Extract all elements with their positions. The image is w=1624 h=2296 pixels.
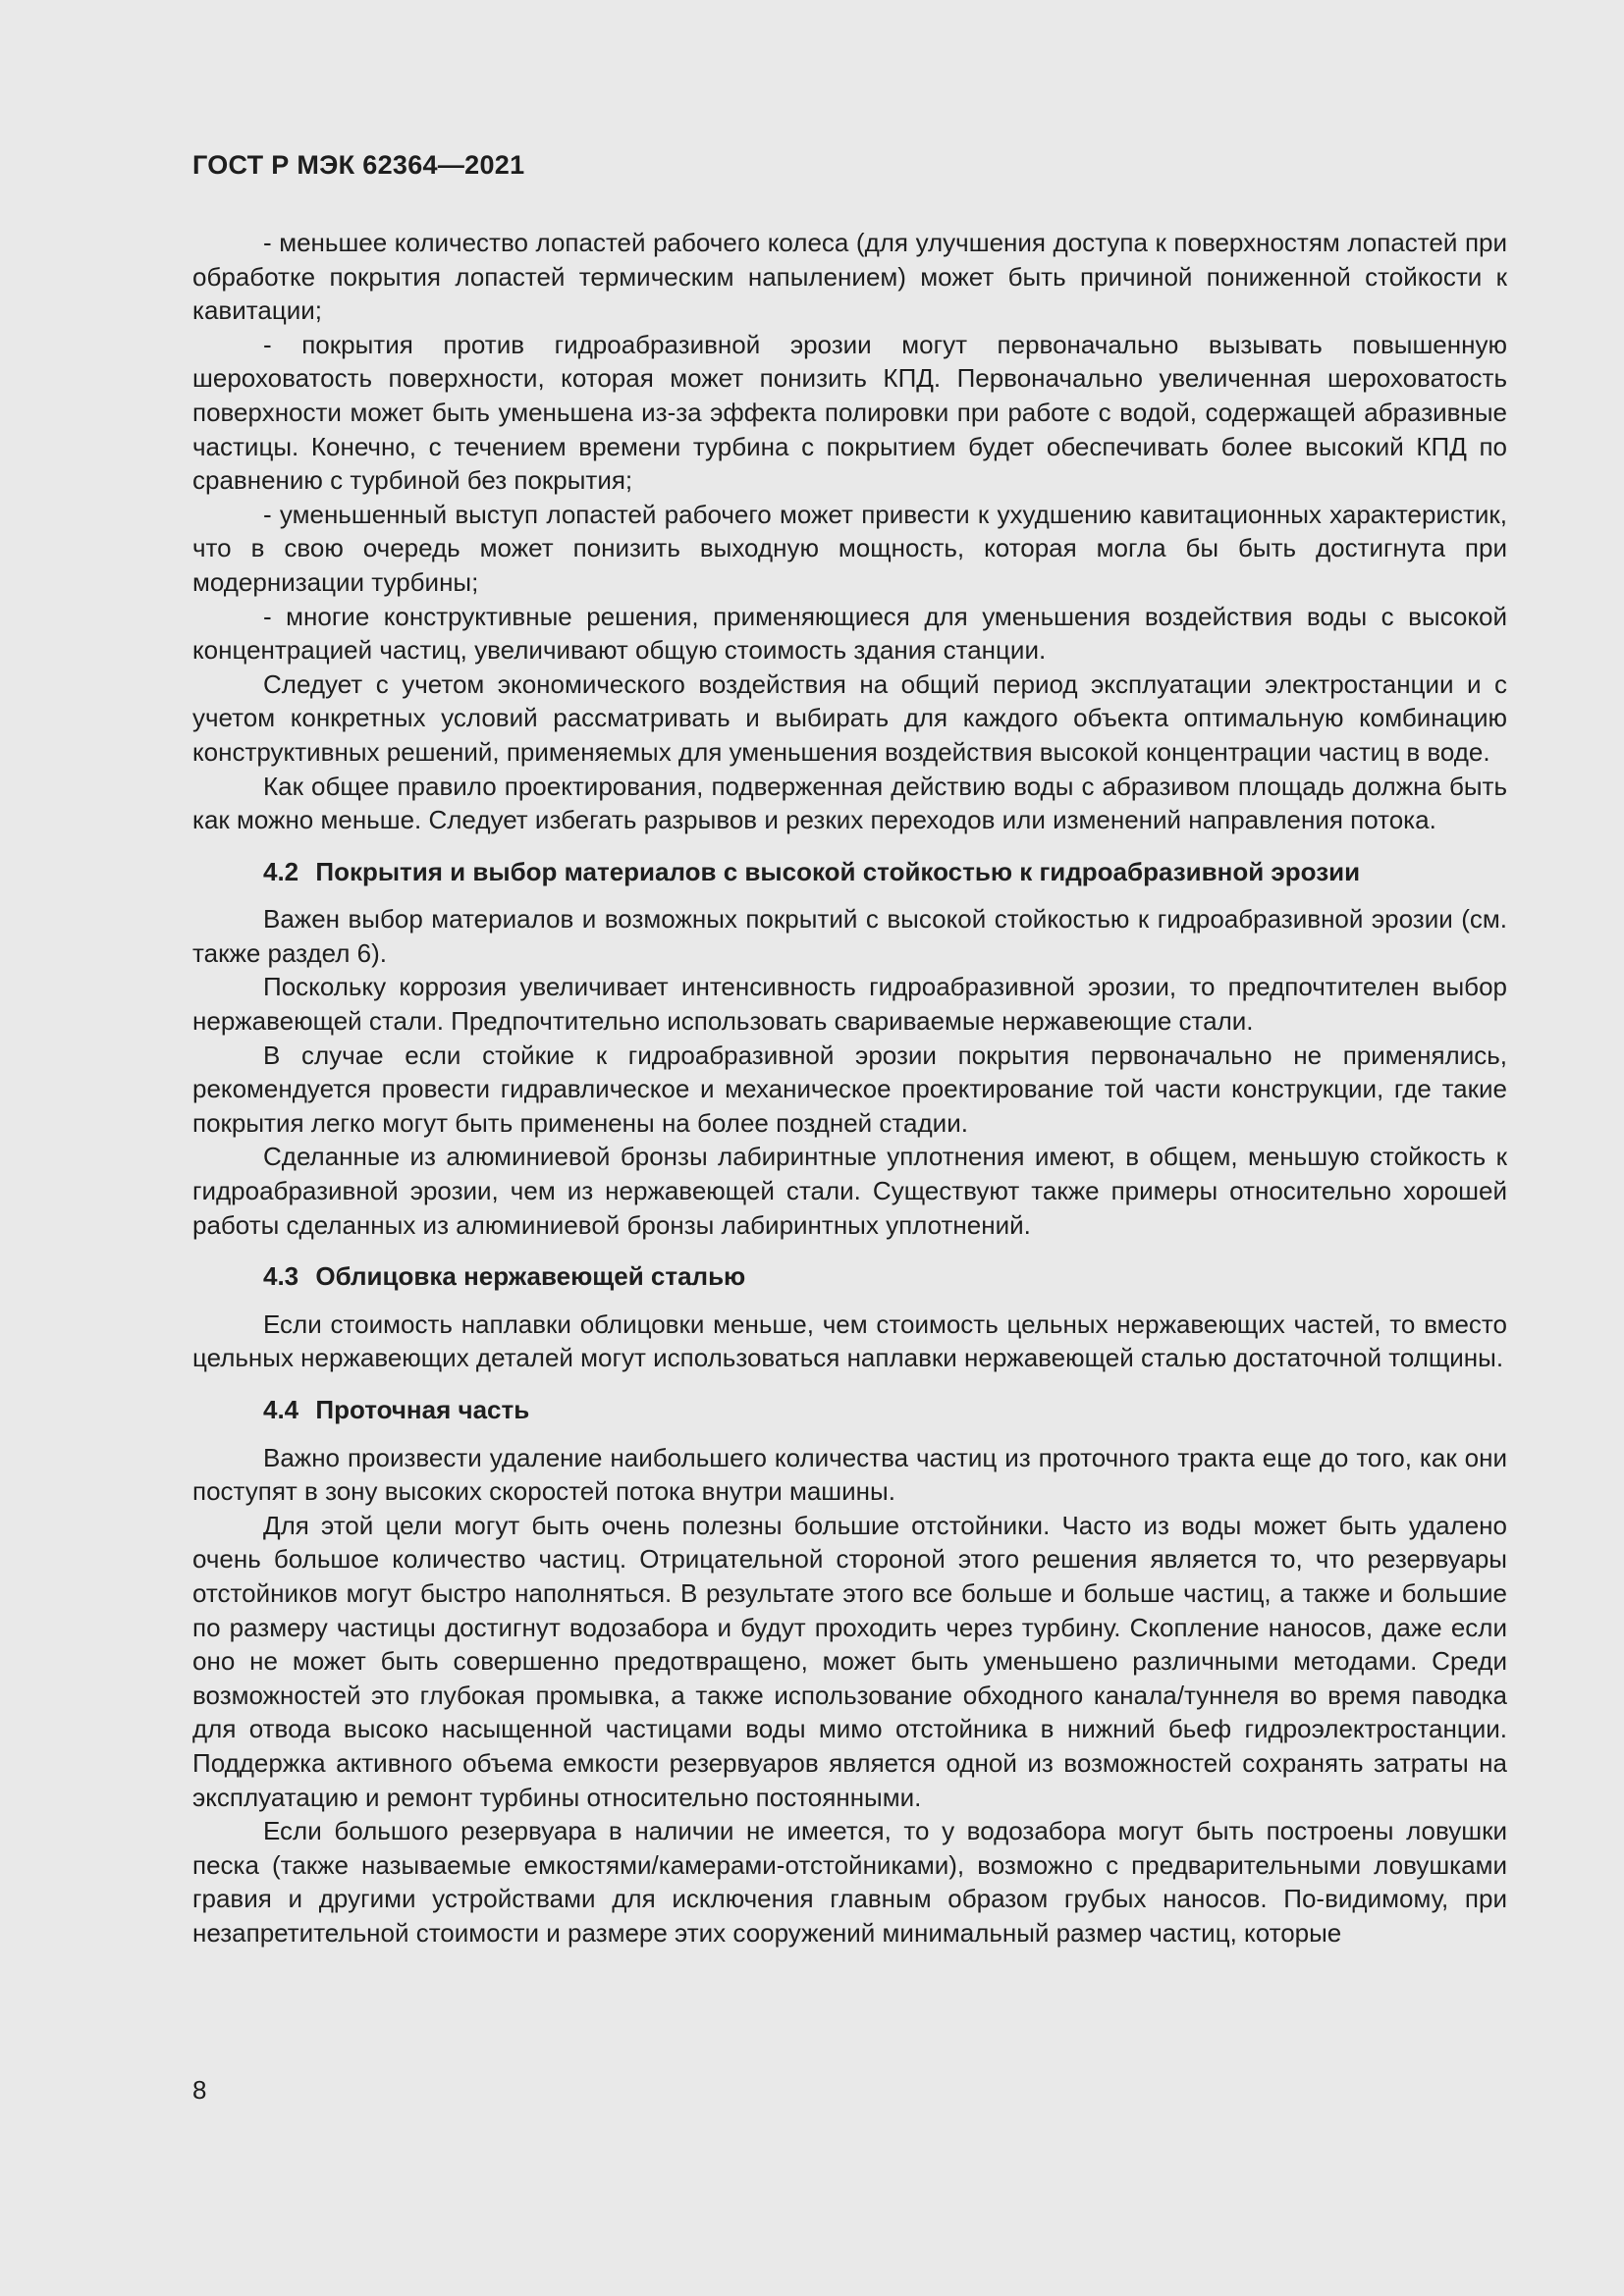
paragraph: Поскольку коррозия увеличивает интенсивность гидроабразивной эрозии, то предпочтителен выбор нержавеющей стали. Предпочтительно использовать свариваемые нержавеющие стали. [192, 972, 1507, 1037]
section-number: 4.2 [263, 856, 299, 886]
intro-block [192, 226, 1507, 837]
paragraph: Если большого резервуара в наличии не имеется, то у водозабора могут быть построены ловушки песка (также называемые емкостями/камерами-отстойниками), возможно с предварительными ловушками гравия и другими устройствами для исключения главным образом грубых наносов. По-видимому, при незапретительной стоимости и размере этих сооружений минимальный размер частиц, которые [192, 1816, 1507, 1948]
standard-id-header: ГОСТ Р МЭК 62364—2021 [192, 150, 525, 180]
paragraph: Для этой цели могут быть очень полезны большие отстойники. Часто из воды может быть удалено очень большое количество частиц. Отрицательной стороной этого решения является то, что резервуары отстойников могут быстро наполняться. В результате этого все больше и больше частиц, а также и большие по размеру частицы достигнут водозабора и будут проходить через турбину. Скопление наносов, даже если оно не может быть совершенно предотвращено, может быть уменьшено различными методами. Среди возможностей это глубокая промывка, а также использование обходного канала/туннеля во время паводка для отвода высоко насыщенной частицами воды мимо отстойника в нижний бьеф гидроэлектростанции. Поддержка активного объема емкости резервуаров является одной из возможностей сохранять затраты на эксплуатацию и ремонт турбины относительно постоянными. [192, 1510, 1507, 1812]
section-heading-4-3 [192, 1259, 1507, 1294]
paragraph: Важно произвести удаление наибольшего количества частиц из проточного тракта еще до того, как они поступят в зону высоких скоростей потока внутри машины. [192, 1442, 1507, 1507]
section-heading-4-2 [192, 855, 1507, 889]
paragraph: Если стоимость наплавки облицовки меньше, чем стоимость цельных нержавеющих частей, то вместо цельных нержавеющих деталей могут использоваться наплавки нержавеющей сталью достаточной толщины. [192, 1308, 1507, 1373]
section-title: Облицовка нержавеющей сталью [315, 1261, 746, 1292]
section-title: Проточная часть [315, 1395, 530, 1424]
section-4-2-body [192, 902, 1507, 1242]
section-4-4-body [192, 1441, 1507, 1950]
document-page [192, 147, 1507, 1950]
section-heading-4-4 [192, 1393, 1507, 1427]
page-number: 8 [192, 2075, 207, 2105]
paragraph-design-rule: Как общее правило проектирования, подверженная действию воды с абразивом площадь должна быть как можно меньше. Следует избегать разрывов и резких переходов или изменений направления потока. [192, 771, 1507, 835]
paragraph-economic: Следует с учетом экономического воздействия на общий период эксплуатации электростанции и с учетом конкретных условий рассматривать и выбирать для каждого объекта оптимальную комбинацию конструктивных решений, применяемых для уменьшения воздействия высокой концентрации частиц в воде. [192, 668, 1507, 767]
paragraph: В случае если стойкие к гидроабразивной эрозии покрытия первоначально не применялись, рекомендуется провести гидравлическое и механическое проектирование той части конструкции, где такие покрытия легко могут быть применены на более поздней стадии. [192, 1040, 1507, 1138]
section-number: 4.4 [263, 1395, 299, 1424]
section-number: 4.3 [263, 1261, 299, 1292]
section-title: Покрытия и выбор материалов с высокой стойкостью к гидроабразивной эрозии [315, 856, 1361, 886]
section-4-3-body [192, 1308, 1507, 1375]
list-item-design-solutions: - многие конструктивные решения, применяющиеся для уменьшения воздействия воды с высокой концентрацией частиц, увеличивают общую стоимость здания станции. [192, 601, 1507, 666]
list-item-blades: - меньшее количество лопастей рабочего колеса (для улучшения доступа к поверхностям лопастей при обработке покрытия лопастей термическим напылением) может быть причиной пониженной стойкости к кавитации; [192, 228, 1507, 326]
paragraph: Важен выбор материалов и возможных покрытий с высокой стойкостью к гидроабразивной эрозии (см. также раздел 6). [192, 904, 1507, 968]
list-item-coatings: - покрытия против гидроабразивной эрозии могут первоначально вызывать повышенную шероховатость поверхности, которая может понизить КПД. Первоначально увеличенная шероховатость поверхности может быть уменьшена из-за эффекта полировки при работе с водой, содержащей абразивные частицы. Конечно, с течением времени турбина с покрытием будет обеспечивать более высокий КПД по сравнению с турбиной без покрытия; [192, 329, 1507, 496]
list-item-blade-protrusion: - уменьшенный выступ лопастей рабочего может привести к ухудшению кавитационных характеристик, что в свою очередь может понизить выходную мощность, которая могла бы быть достигнута при модернизации турбины; [192, 499, 1507, 597]
paragraph: Сделанные из алюминиевой бронзы лабиринтные уплотнения имеют, в общем, меньшую стойкость к гидроабразивной эрозии, чем из нержавеющей стали. Существуют также примеры относительно хорошей работы сделанных из алюминиевой бронзы лабиринтных уплотнений. [192, 1142, 1507, 1240]
